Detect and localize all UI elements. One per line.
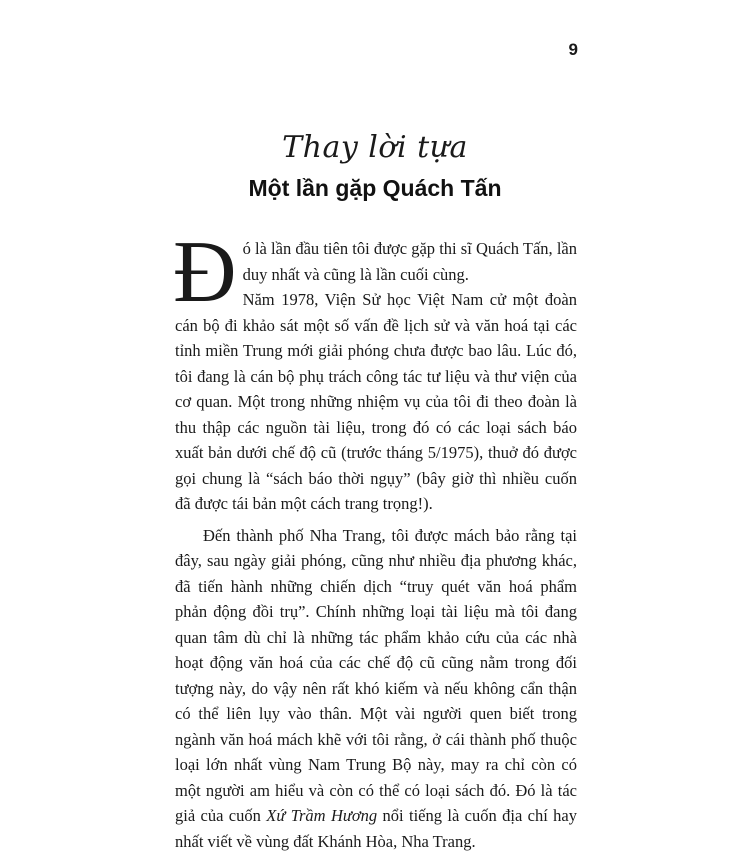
paragraph-1-text: ó là lần đầu tiên tôi được gặp thi sĩ Quách Tấn, lần duy nhất và cũng là lần cuối cùng. <box>243 239 577 284</box>
book-title-reference: Xứ Trầm Hương <box>266 806 377 825</box>
drop-cap: Đ <box>173 240 237 306</box>
paragraph-3-text-start: Đến thành phố Nha Trang, tôi được mách bảo rằng tại đây, sau ngày giải phóng, cũng như nhiều địa phương khác, đã tiến hành những chiến dịch “truy quét văn hoá phẩm phản động đồi trụ”. Chính những loại tài liệu mà tôi đang quan tâm dù chỉ là những tác phẩm khảo cứu của các nhà hoạt động văn hoá của các chế độ cũ cũng nằm trong đối tượng này, do vậy nên rất khó kiếm và nếu không cẩn thận có thể liên lụy vào thân. Một vài người quen biết trong ngành văn hoá mách khẽ với tôi rằng, ở cái thành phố thuộc loại lớn nhất vùng Nam Trung Bộ này, may ra chỉ còn có một người am hiểu và còn có thể có loại sách đó. Đó là tác giả của cuốn <box>175 526 577 826</box>
page-number: 9 <box>569 40 578 60</box>
paragraph-3 <box>175 523 577 854</box>
chapter-heading <box>0 128 750 204</box>
body-text <box>175 236 577 854</box>
paragraph-1 <box>175 236 577 287</box>
paragraph-3-text-end: nổi tiếng là cuốn địa chí hay nhất viết về vùng đất Khánh Hòa, Nha Trang. <box>175 806 577 851</box>
paragraph-2: Năm 1978, Viện Sử học Việt Nam cử một đoàn cán bộ đi khảo sát một số vấn đề lịch sử và văn hoá tại các tỉnh miền Trung mới giải phóng chưa được bao lâu. Lúc đó, tôi đang là cán bộ phụ trách công tác tư liệu và thư viện của cơ quan. Một trong những nhiệm vụ của tôi đi theo đoàn là thu thập các nguồn tài liệu, trong đó có các loại sách báo xuất bản dưới chế độ cũ (trước tháng 5/1975), thuở đó được gọi chung là “sách báo thời ngụy” (bây giờ thì nhiều cuốn đã được tái bản một cách trang trọng!). <box>175 287 577 517</box>
preface-title: Thay lời tựa <box>0 128 750 168</box>
chapter-title: Một lần gặp Quách Tấn <box>0 172 750 204</box>
